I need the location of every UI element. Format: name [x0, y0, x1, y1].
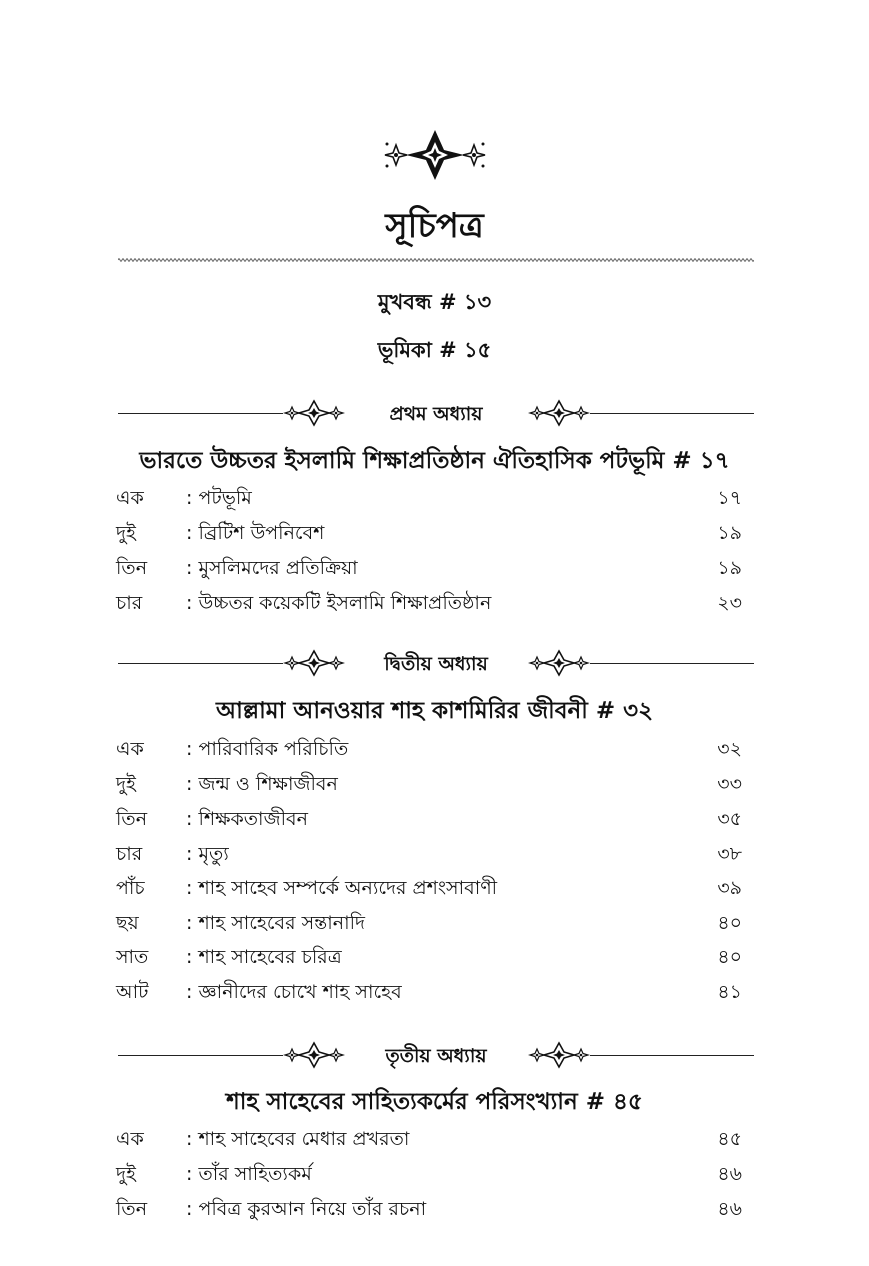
toc-entry[interactable] — [116, 770, 746, 800]
entry-page: ১৯ — [717, 522, 742, 544]
entry-page: ৩৮ — [717, 843, 742, 865]
entry-page: ৩৯ — [717, 877, 742, 899]
entry-number: এক — [116, 487, 144, 509]
chapter-title: শাহ সাহেবের সাহিত্যকর্মের পরিসংখ্যান # ৪৫ — [226, 1089, 643, 1115]
entry-page: ৪১ — [717, 981, 742, 1003]
intro-preface: ভূমিকা # ১৫ — [377, 338, 492, 362]
diamond-ornament-icon — [528, 399, 590, 427]
entry-page: ১৯ — [717, 557, 742, 579]
entry-number: এক — [116, 1128, 144, 1150]
entry-title: : মৃত্যু — [186, 843, 229, 865]
entry-page: ৩৩ — [717, 773, 742, 795]
toc-entry[interactable] — [116, 484, 746, 514]
entry-title: : জন্ম ও শিক্ষাজীবন — [186, 773, 338, 795]
entry-title: : পারিবারিক পরিচিতি — [186, 738, 349, 760]
entry-title: : উচ্চতর কয়েকটি ইসলামি শিক্ষাপ্রতিষ্ঠান — [186, 592, 492, 614]
entry-title: : ব্রিটিশ উপনিবেশ — [186, 522, 325, 544]
page-title: সূচিপত্র — [385, 206, 484, 246]
entry-number: চার — [116, 592, 143, 614]
chapter-title: আল্লামা আনওয়ার শাহ কাশমিরির জীবনী # ৩২ — [215, 698, 654, 724]
entry-number: এক — [116, 738, 144, 760]
entry-page: ২৩ — [717, 592, 742, 614]
entry-title: : মুসলিমদের প্রতিক্রিয়া — [186, 557, 358, 579]
toc-entry[interactable] — [116, 1195, 746, 1225]
entry-title: : শাহ সাহেবের মেধার প্রখরতা — [186, 1128, 410, 1150]
entry-page: ৪০ — [717, 912, 742, 934]
toc-entry[interactable] — [116, 909, 746, 939]
toc-entry[interactable] — [116, 519, 746, 549]
diamond-ornament-icon — [528, 649, 590, 677]
chapter-divider — [118, 398, 754, 428]
entry-title: : জ্ঞানীদের চোখে শাহ সাহেব — [186, 981, 402, 1003]
entry-page: ৩২ — [717, 738, 742, 760]
wavy-divider — [118, 255, 754, 265]
chapter-label: দ্বিতীয় অধ্যায় — [384, 653, 488, 675]
entry-number: তিন — [116, 557, 148, 579]
entry-number: দুই — [116, 522, 136, 544]
toc-entry[interactable] — [116, 735, 746, 765]
entry-title: : শাহ সাহেবের সন্তানাদি — [186, 912, 366, 934]
toc-entry[interactable] — [116, 840, 746, 870]
chapter-title: ভারতে উচ্চতর ইসলামি শিক্ষাপ্রতিষ্ঠান ঐতিহাসিক পটভূমি # ১৭ — [139, 448, 730, 474]
entry-page: ৩৫ — [717, 808, 742, 830]
toc-entry[interactable] — [116, 978, 746, 1008]
entry-page: ১৭ — [717, 487, 742, 509]
entry-title: : শিক্ষকতাজীবন — [186, 808, 308, 830]
entry-number: আট — [116, 981, 149, 1003]
entry-number: ছয় — [116, 912, 139, 934]
chapter-divider — [118, 1040, 754, 1070]
entry-title: : শাহ সাহেব সম্পর্কে অন্যদের প্রশংসাবাণী — [186, 877, 498, 899]
entry-title: : তাঁর সাহিত্যকর্ম — [186, 1163, 312, 1185]
intro-foreword: মুখবন্ধ # ১৩ — [377, 290, 492, 314]
toc-entry[interactable] — [116, 874, 746, 904]
chapter-label: তৃতীয় অধ্যায় — [385, 1045, 487, 1067]
entry-number: তিন — [116, 808, 148, 830]
entry-page: ৪৫ — [717, 1128, 742, 1150]
diamond-ornament-icon — [528, 1041, 590, 1069]
entry-title: : পবিত্র কুরআন নিয়ে তাঁর রচনা — [186, 1198, 427, 1220]
entry-page: ৪৬ — [717, 1163, 742, 1185]
entry-number: চার — [116, 843, 143, 865]
entry-number: পাঁচ — [116, 877, 145, 899]
toc-entry[interactable] — [116, 1160, 746, 1190]
entry-number: দুই — [116, 1163, 136, 1185]
entry-title: : পটভূমি — [186, 487, 252, 509]
entry-title: : শাহ সাহেবের চরিত্র — [186, 946, 342, 968]
top-ornament-icon — [380, 128, 490, 182]
entry-number: দুই — [116, 773, 136, 795]
entry-page: ৪০ — [717, 946, 742, 968]
toc-entry[interactable] — [116, 554, 746, 584]
chapter-label: প্রথম অধ্যায় — [389, 403, 483, 425]
entry-number: সাত — [116, 946, 149, 968]
chapter-divider — [118, 648, 754, 678]
entry-number: তিন — [116, 1198, 148, 1220]
entry-page: ৪৬ — [717, 1198, 742, 1220]
toc-entry[interactable] — [116, 589, 746, 619]
toc-entry[interactable] — [116, 943, 746, 973]
toc-entry[interactable] — [116, 1125, 746, 1155]
toc-entry[interactable] — [116, 805, 746, 835]
